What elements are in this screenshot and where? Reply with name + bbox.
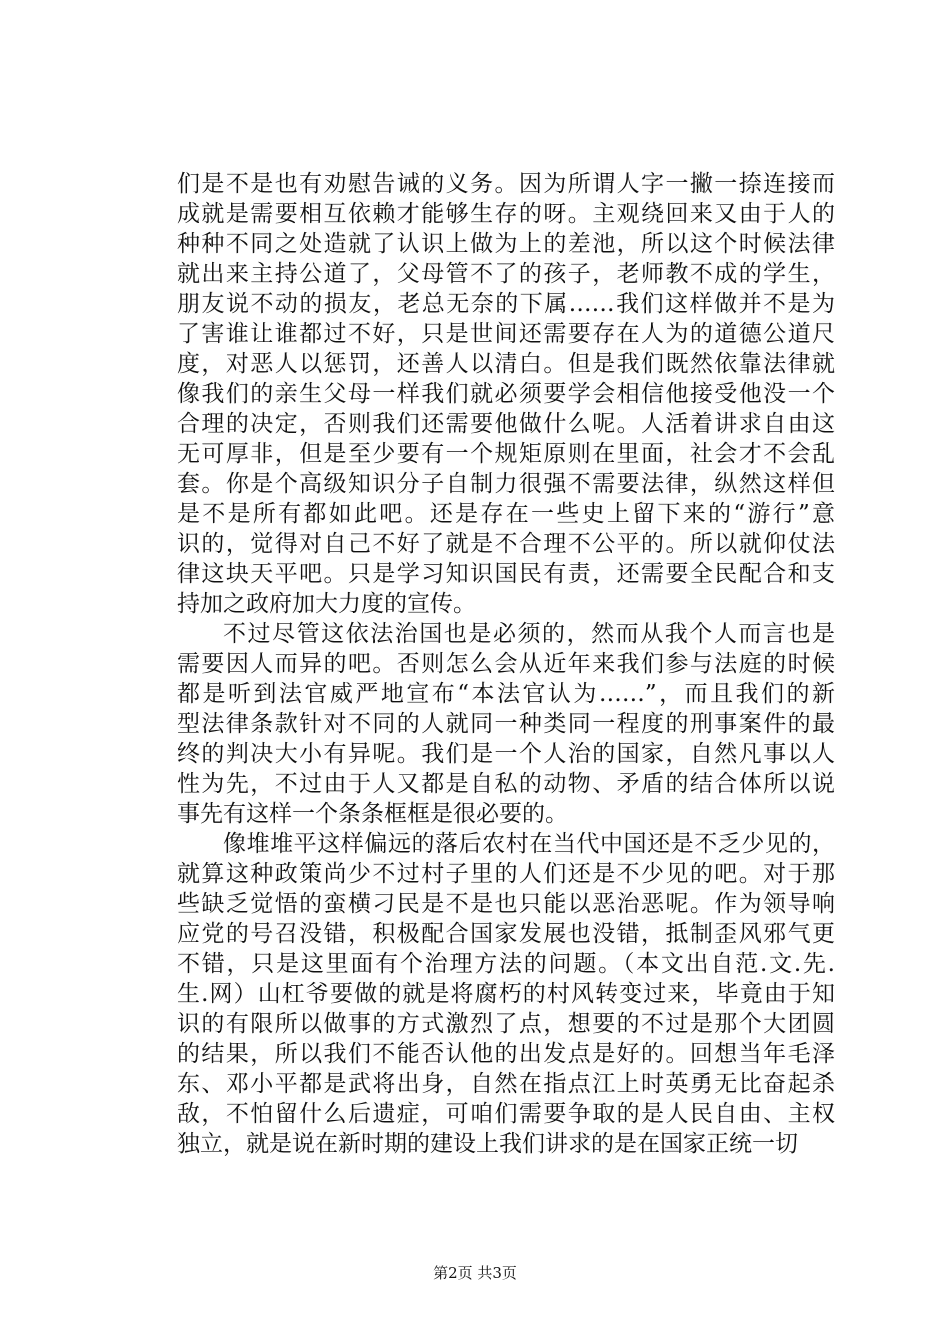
page-number-label: 第2页 共3页 [433, 1264, 517, 1282]
text-line: 识的，觉得对自己不好了就是不合理不公平的。所以就仰仗法 [177, 531, 835, 557]
text-line: 就出来主持公道了，父母管不了的孩子，老师教不成的学生， [177, 261, 835, 287]
page-footer [0, 1263, 950, 1283]
text-line: 像堆堆平这样偏远的落后农村在当代中国还是不乏少见的， [223, 831, 835, 857]
text-line: 东、邓小平都是武将出身，自然在指点江上时英勇无比奋起杀 [177, 1071, 835, 1097]
text-line: 需要因人而异的吧。否则怎么会从近年来我们参与法庭的时候 [177, 651, 835, 677]
text-line: 朋友说不动的损友，老总无奈的下属……我们这样做并不是为 [177, 291, 835, 317]
text-line: 事先有这样一个条条框框是很必要的。 [177, 801, 568, 827]
text-line: 种种不同之处造就了认识上做为上的差池，所以这个时候法律 [177, 231, 835, 257]
document-body [177, 169, 835, 1159]
text-line: 像我们的亲生父母一样我们就必须要学会相信他接受他没一个 [177, 381, 835, 407]
text-line: 的结果，所以我们不能否认他的出发点是好的。回想当年毛泽 [177, 1041, 835, 1067]
text-line: 独立，就是说在新时期的建设上我们讲求的是在国家正统一切 [177, 1131, 798, 1157]
text-line: 无可厚非，但是至少要有一个规矩原则在里面，社会才不会乱 [177, 441, 835, 467]
text-line: 不过尽管这依法治国也是必须的，然而从我个人而言也是 [223, 621, 835, 647]
paragraph [177, 169, 835, 619]
text-line: 性为先，不过由于人又都是自私的动物、矛盾的结合体所以说 [177, 771, 835, 797]
text-line: 敌，不怕留什么后遗症，可咱们需要争取的是人民自由、主权 [177, 1101, 835, 1127]
text-line: 套。你是个高级知识分子自制力很强不需要法律，纵然这样但 [177, 471, 835, 497]
paragraph [177, 829, 835, 1159]
text-line: 都是听到法官威严地宣布“本法官认为……”，而且我们的新 [177, 681, 835, 707]
paragraph [177, 619, 835, 829]
text-line: 应党的号召没错，积极配合国家发展也没错，抵制歪风邪气更 [177, 921, 835, 947]
text-line: 持加之政府加大力度的宣传。 [177, 591, 476, 617]
text-line: 们是不是也有劝慰告诫的义务。因为所谓人字一撇一捺连接而 [177, 171, 835, 197]
text-line: 律这块天平吧。只是学习知识国民有责，还需要全民配合和支 [177, 561, 835, 587]
text-line: 了害谁让谁都过不好，只是世间还需要存在人为的道德公道尺 [177, 321, 835, 347]
text-line: 是不是所有都如此吧。还是存在一些史上留下来的“游行”意 [177, 501, 835, 527]
text-line: 终的判决大小有异呢。我们是一个人治的国家，自然凡事以人 [177, 741, 835, 767]
text-line: 成就是需要相互依赖才能够生存的呀。主观绕回来又由于人的 [177, 201, 835, 227]
text-line: 合理的决定，否则我们还需要他做什么呢。人活着讲求自由这 [177, 411, 835, 437]
text-line: 生.网）山杠爷要做的就是将腐朽的村风转变过来，毕竟由于知 [177, 981, 835, 1007]
text-line: 度，对恶人以惩罚，还善人以清白。但是我们既然依靠法律就 [177, 351, 835, 377]
text-line: 就算这种政策尚少不过村子里的人们还是不少见的吧。对于那 [177, 861, 835, 887]
text-line: 型法律条款针对不同的人就同一种类同一程度的刑事案件的最 [177, 711, 835, 737]
text-line: 些缺乏觉悟的蛮横刁民是不是也只能以恶治恶呢。作为领导响 [177, 891, 835, 917]
text-line: 不错，只是这里面有个治理方法的问题。（本文出自范.文.先. [177, 951, 835, 977]
text-line: 识的有限所以做事的方式激烈了点，想要的不过是那个大团圆 [177, 1011, 835, 1037]
